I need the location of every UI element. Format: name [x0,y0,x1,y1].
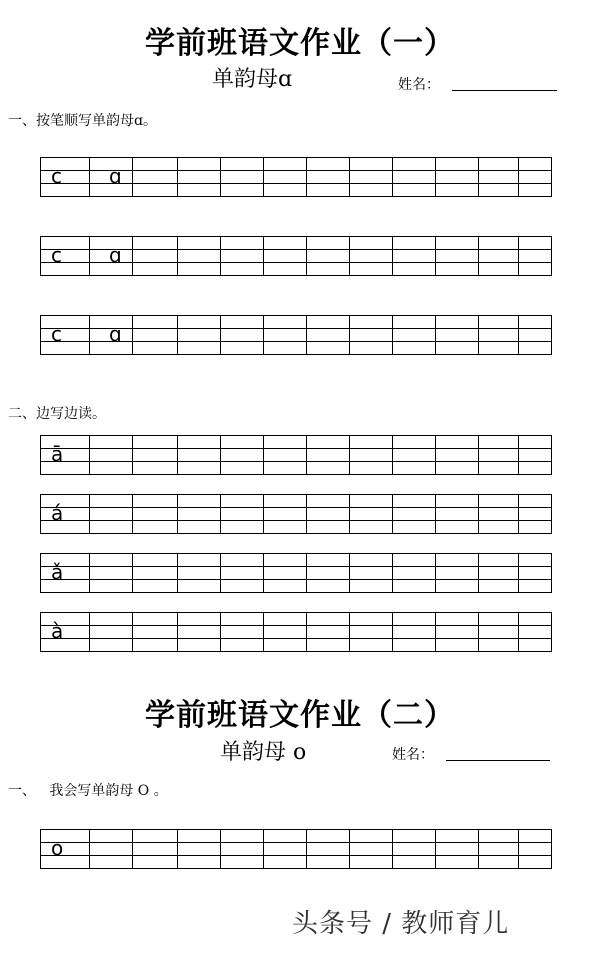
grid-column-line [132,554,133,592]
grid-column-line [349,316,350,354]
grid-column-line [518,495,519,533]
grid-column-line [306,237,307,275]
grid-column-line [349,158,350,196]
grid-column-line [349,495,350,533]
grid-column-line [177,436,178,474]
grid-column-line [306,495,307,533]
writing-grid[interactable] [40,553,552,593]
grid-column-line [392,237,393,275]
grid-column-line [263,158,264,196]
grid-column-line [220,237,221,275]
grid-column-line [132,436,133,474]
letter-glyph: ā [51,442,64,466]
grid-column-line [435,158,436,196]
letter-glyph: c [51,322,62,346]
grid-column-line [392,436,393,474]
worksheet-title-2: 学前班语文作业（二） [145,698,455,733]
grid-column-line [306,158,307,196]
worksheet-subtitle-1: 单韵母ɑ [212,67,293,92]
writing-grid[interactable] [40,829,552,869]
writing-grid[interactable] [40,315,552,355]
grid-column-line [478,554,479,592]
name-field-1[interactable] [452,90,557,91]
instruction-2-1: 一、 我会写单韵母 O 。 [8,783,168,799]
worksheet-title-1: 学前班语文作业（一） [145,26,455,61]
grid-column-line [478,237,479,275]
grid-column-line [220,316,221,354]
grid-column-line [435,316,436,354]
grid-column-line [89,613,90,651]
worksheet-subtitle-2: 单韵母 o [220,740,307,765]
letter-glyph: ɑ [109,164,122,188]
grid-column-line [306,554,307,592]
letter-glyph: c [51,164,62,188]
grid-column-line [263,554,264,592]
grid-column-line [89,554,90,592]
letter-glyph: à [51,619,64,643]
grid-column-line [392,158,393,196]
instruction-1-2: 二、边写边读。 [8,406,106,422]
name-field-2[interactable] [446,760,550,761]
grid-column-line [435,830,436,868]
grid-column-line [518,237,519,275]
grid-column-line [518,830,519,868]
grid-column-line [89,237,90,275]
grid-column-line [392,554,393,592]
grid-column-line [132,830,133,868]
writing-grid[interactable] [40,236,552,276]
grid-column-line [220,613,221,651]
grid-column-line [478,316,479,354]
grid-column-line [220,436,221,474]
grid-column-line [349,554,350,592]
grid-column-line [89,158,90,196]
grid-column-line [435,237,436,275]
grid-column-line [177,830,178,868]
grid-column-line [263,830,264,868]
grid-column-line [518,316,519,354]
grid-column-line [132,613,133,651]
grid-column-line [177,316,178,354]
grid-column-line [306,316,307,354]
grid-column-line [349,436,350,474]
grid-column-line [89,436,90,474]
watermark-text: 头条号 / 教师育儿 [292,909,510,939]
grid-column-line [518,158,519,196]
grid-column-line [392,830,393,868]
grid-column-line [349,613,350,651]
writing-grid[interactable] [40,157,552,197]
writing-grid[interactable] [40,612,552,652]
grid-column-line [392,316,393,354]
grid-column-line [263,613,264,651]
letter-glyph: o [51,836,64,860]
grid-column-line [349,830,350,868]
letter-glyph: c [51,243,62,267]
grid-column-line [518,613,519,651]
grid-column-line [518,554,519,592]
grid-column-line [177,554,178,592]
grid-column-line [177,495,178,533]
grid-column-line [177,237,178,275]
grid-column-line [263,237,264,275]
grid-column-line [392,495,393,533]
grid-column-line [177,613,178,651]
instruction-1-1: 一、按笔顺写单韵母ɑ。 [8,113,157,129]
letter-glyph: á [51,501,64,525]
grid-column-line [435,436,436,474]
grid-column-line [89,830,90,868]
letter-glyph: ɑ [109,322,122,346]
grid-column-line [349,237,350,275]
grid-column-line [518,436,519,474]
writing-grid[interactable] [40,435,552,475]
grid-column-line [132,495,133,533]
grid-column-line [132,316,133,354]
grid-column-line [435,554,436,592]
letter-glyph: ɑ [109,243,122,267]
grid-column-line [263,495,264,533]
grid-column-line [306,830,307,868]
grid-column-line [478,495,479,533]
grid-column-line [89,316,90,354]
writing-grid[interactable] [40,494,552,534]
grid-column-line [435,613,436,651]
grid-column-line [478,436,479,474]
grid-column-line [478,830,479,868]
grid-column-line [132,158,133,196]
grid-column-line [478,613,479,651]
grid-column-line [220,495,221,533]
grid-column-line [392,613,393,651]
grid-column-line [478,158,479,196]
name-label-1: 姓名： [398,77,440,93]
grid-column-line [263,436,264,474]
name-label-2: 姓名： [392,747,434,763]
grid-column-line [220,830,221,868]
grid-column-line [306,613,307,651]
grid-column-line [177,158,178,196]
letter-glyph: ǎ [51,560,64,584]
grid-column-line [306,436,307,474]
grid-column-line [220,554,221,592]
grid-column-line [220,158,221,196]
grid-column-line [435,495,436,533]
grid-column-line [263,316,264,354]
grid-column-line [89,495,90,533]
grid-column-line [132,237,133,275]
